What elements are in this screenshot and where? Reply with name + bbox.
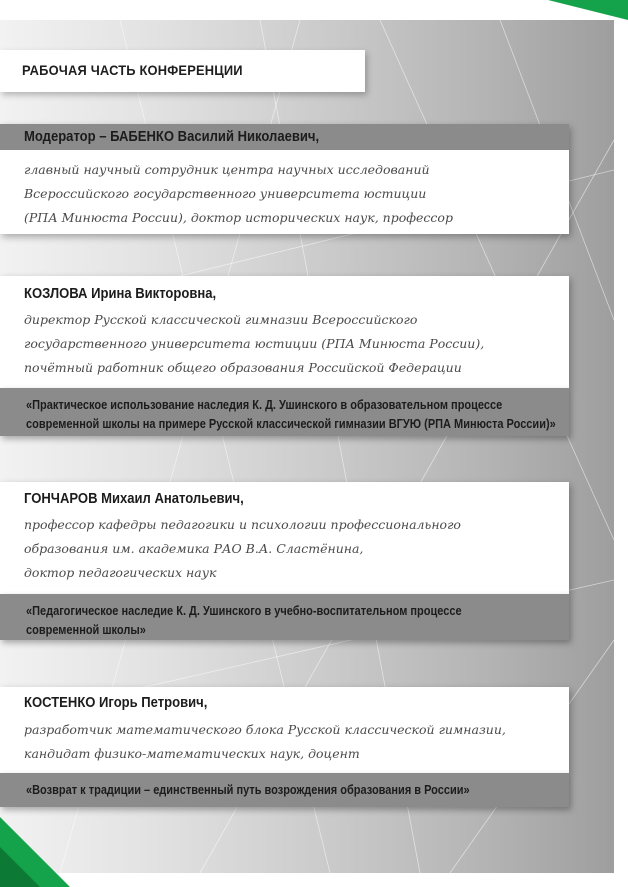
description-line: почётный работник общего образования Российской Федерации	[24, 360, 462, 375]
description-line: директор Русской классической гимназии Всероссийского	[24, 312, 418, 327]
section-title-box	[0, 50, 365, 92]
topic-line: современной школы на примере Русской классической гимназии ВГУЮ (РПА Минюста России)»	[26, 417, 556, 431]
speaker-name: ГОНЧАРОВ Михаил Анатольевич,	[24, 491, 244, 507]
description-line: главный научный сотрудник центра научных исследований	[24, 162, 430, 177]
corner-accent-bottom-dark	[0, 847, 40, 887]
topic-line: «Возврат к традиции – единственный путь возрождения образования в России»	[26, 783, 470, 797]
moderator-name: Модератор – БАБЕНКО Василий Николаевич,	[24, 129, 320, 145]
topic-line: современной школы»	[26, 623, 146, 637]
speaker-description	[24, 513, 564, 585]
description-line: Всероссийского государственного университета юстиции	[24, 186, 427, 201]
moderator-card	[0, 124, 569, 234]
moderator-description	[24, 158, 564, 230]
speaker-description	[24, 308, 564, 380]
speaker-topic	[0, 773, 569, 807]
speaker-card	[0, 687, 569, 773]
speaker-card	[0, 482, 569, 594]
speaker-card	[0, 276, 569, 388]
description-line: кандидат физико-математических наук, доцент	[24, 746, 360, 761]
corner-accent-top	[548, 0, 628, 20]
topic-line: «Практическое использование наследия К. Д. Ушинского в образовательном процессе	[26, 398, 503, 412]
description-line: профессор кафедры педагогики и психологии профессионального	[24, 517, 461, 532]
description-line: образования им. академика РАО В.А. Сластёнина,	[24, 541, 364, 556]
description-line: государственного университета юстиции (РПА Минюста России),	[24, 336, 485, 351]
description-line: (РПА Минюста России), доктор исторических наук, профессор	[24, 210, 453, 225]
speaker-topic	[0, 388, 569, 436]
speaker-name: КОЗЛОВА Ирина Викторовна,	[24, 286, 217, 302]
description-line: доктор педагогических наук	[24, 565, 217, 580]
description-line: разработчик математического блока Русской классической гимназии,	[24, 722, 506, 737]
speaker-name: КОСТЕНКО Игорь Петрович,	[24, 695, 208, 711]
topic-line: «Педагогическое наследие К. Д. Ушинского в учебно-воспитательном процессе	[26, 604, 462, 618]
speaker-topic	[0, 594, 569, 640]
speaker-description	[24, 718, 564, 766]
section-title: РАБОЧАЯ ЧАСТЬ КОНФЕРЕНЦИИ	[22, 62, 243, 78]
